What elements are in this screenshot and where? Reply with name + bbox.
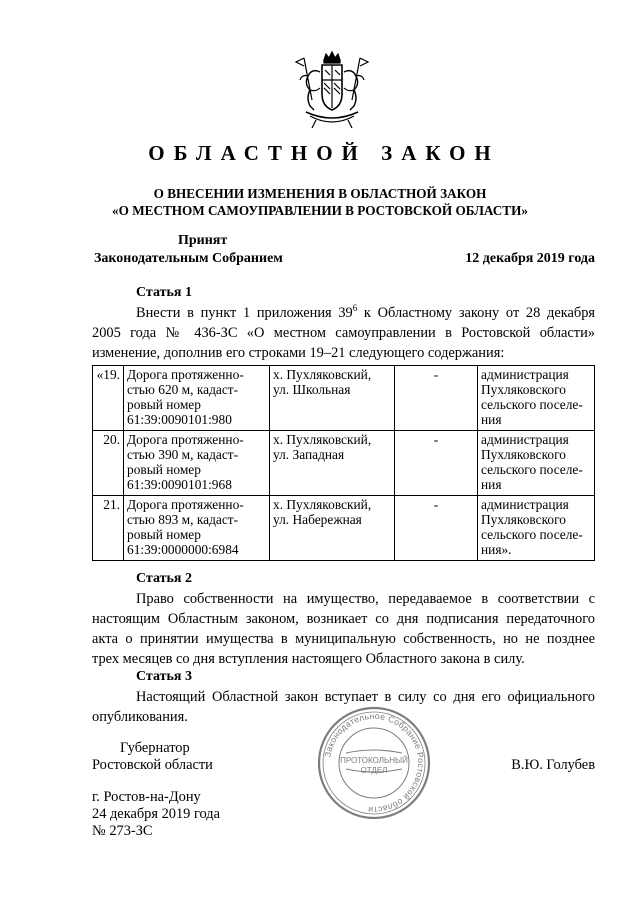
adoption-date: 12 декабря 2019 года: [465, 251, 595, 266]
article-3-text-line-2: опубликования.: [92, 709, 188, 725]
subtitle-line-2: «О МЕСТНОМ САМОУПРАВЛЕНИИ В РОСТОВСКОЙ ОБЛАСТИ»: [112, 203, 528, 218]
footer-date: 24 декабря 2019 года: [92, 806, 221, 822]
road-description-cell: [124, 431, 270, 496]
coat-of-arms-emblem: [290, 50, 374, 134]
row-number-cell: 21.: [93, 496, 124, 561]
footer-place: г. Ростов-на-Дону: [92, 789, 201, 805]
article-3-text-line-1: Настоящий Областной закон вступает в силу со дня его официального: [136, 689, 595, 705]
administration-cell: [478, 496, 595, 561]
svg-text:ОТДЕЛ: ОТДЕЛ: [360, 766, 388, 775]
dash-cell: -: [395, 431, 478, 496]
table-row: [93, 496, 595, 561]
article-2-text-line-3: акта о принятии имущества в муниципальную собственность, но не позднее: [92, 631, 595, 647]
cell-line: Пухляковского: [481, 382, 566, 397]
cell-line: ния: [481, 477, 502, 492]
svg-text:Законодательное Собрание Росто: Законодательное Собрание Ростовской области: [322, 710, 427, 816]
subtitle-line-1: О ВНЕСЕНИИ ИЗМЕНЕНИЯ В ОБЛАСТНОЙ ЗАКОН: [153, 186, 487, 201]
cell-line: Пухляковского: [481, 512, 566, 527]
location-cell: [270, 496, 395, 561]
signatory-name: В.Ю. Голубев: [511, 757, 595, 773]
article-1-heading: Статья 1: [136, 285, 192, 300]
cell-line: администрация: [481, 367, 569, 382]
row-number-cell: 20.: [93, 431, 124, 496]
cell-line: 61:39:0090101:968: [127, 477, 232, 492]
cell-line: Дорога протяженно-: [127, 432, 244, 447]
cell-line: х. Пухляковский,: [273, 367, 372, 382]
signatory-title-line-1: Губернатор: [120, 740, 190, 756]
road-description-cell: [124, 366, 270, 431]
cell-line: ровый номер: [127, 527, 201, 542]
article-1-text-line-2: 2005 года № 436-ЗС «О местном самоуправлении в Ростовской области»: [92, 325, 595, 341]
table-row: [93, 431, 595, 496]
cell-line: Пухляковского: [481, 447, 566, 462]
adopted-by-label: Законодательным Собранием: [94, 251, 283, 266]
article-1-text-line-3: изменение, дополнив его строками 19–21 следующего содержания:: [92, 345, 505, 361]
svg-text:ПРОТОКОЛЬНЫЙ: ПРОТОКОЛЬНЫЙ: [340, 756, 408, 765]
article-2-heading: Статья 2: [136, 571, 192, 586]
footer-number: № 273-ЗС: [92, 823, 153, 839]
cell-line: Дорога протяженно-: [127, 497, 244, 512]
cell-line: стью 620 м, кадаст-: [127, 382, 239, 397]
cell-line: ул. Набережная: [273, 512, 362, 527]
article-1-text-line-1: Внести в пункт 1 приложения $39^6$ к Областному закону от 28 декабря: [136, 303, 596, 321]
cell-line: х. Пухляковский,: [273, 432, 372, 447]
cell-line: Дорога протяженно-: [127, 367, 244, 382]
cell-line: администрация: [481, 497, 569, 512]
protocol-department-stamp: [316, 705, 432, 821]
article-2-text-line-1: Право собственности на имущество, передаваемое в соответствии с: [136, 591, 595, 607]
cell-line: ул. Школьная: [273, 382, 351, 397]
administration-cell: [478, 366, 595, 431]
cell-line: х. Пухляковский,: [273, 497, 372, 512]
cell-line: сельского поселе-: [481, 397, 583, 412]
row-number-cell: «19.: [93, 366, 124, 431]
law-title: ОБЛАСТНОЙ ЗАКОН: [148, 141, 500, 165]
location-cell: [270, 431, 395, 496]
cell-line: ровый номер: [127, 397, 201, 412]
location-cell: [270, 366, 395, 431]
dash-cell: -: [395, 366, 478, 431]
cell-line: ния: [481, 412, 502, 427]
road-description-cell: [124, 496, 270, 561]
road-items-table: [92, 365, 595, 561]
cell-line: ул. Западная: [273, 447, 345, 462]
cell-line: стью 893 м, кадаст-: [127, 512, 239, 527]
cell-line: стью 390 м, кадаст-: [127, 447, 239, 462]
article-3-heading: Статья 3: [136, 669, 192, 684]
cell-line: 61:39:0000000:6984: [127, 542, 239, 557]
dash-cell: -: [395, 496, 478, 561]
cell-line: ровый номер: [127, 462, 201, 477]
administration-cell: [478, 431, 595, 496]
article-2-text-line-2: настоящим Областным законом, возникает со дня подписания передаточного: [92, 611, 595, 627]
adopted-label: Принят: [178, 233, 228, 248]
cell-line: администрация: [481, 432, 569, 447]
signatory-title-line-2: Ростовской области: [92, 757, 213, 773]
cell-line: ния».: [481, 542, 512, 557]
cell-line: сельского поселе-: [481, 527, 583, 542]
cell-line: сельского поселе-: [481, 462, 583, 477]
table-row: [93, 366, 595, 431]
article-2-text-line-4: трех месяцев со дня вступления настоящего Областного закона в силу.: [92, 651, 525, 667]
cell-line: 61:39:0090101:980: [127, 412, 232, 427]
